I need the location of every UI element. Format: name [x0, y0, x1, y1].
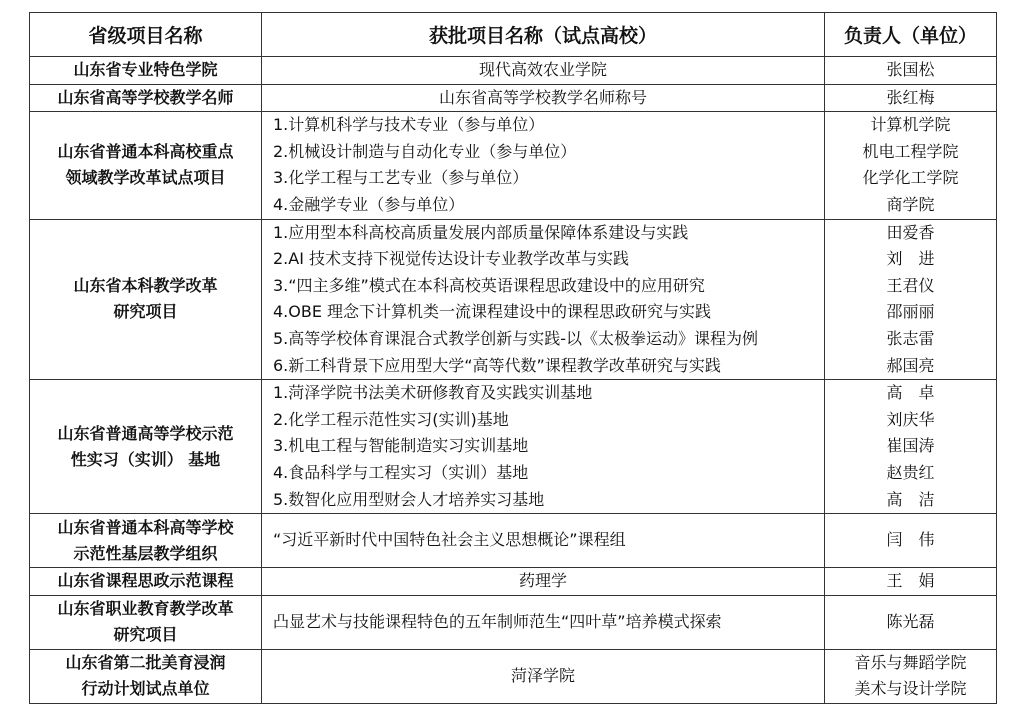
project-cell — [262, 84, 825, 112]
header-approved-project: 获批项目名称（试点高校） — [262, 13, 825, 57]
leader-item: 赵贵红 — [886, 462, 935, 482]
project-cell — [262, 57, 825, 85]
project-item: 现代高效农业学院 — [478, 60, 607, 79]
project-item: 5.数智化应用型财会人才培养实习基地 — [273, 489, 545, 509]
table-row — [30, 112, 997, 219]
project-item: 4.食品科学与工程实习（实训）基地 — [273, 462, 529, 482]
leader-item: 闫 伟 — [886, 530, 935, 550]
project-item: 1.应用型本科高校高质量发展内部质量保障体系建设与实践 — [273, 222, 689, 242]
category-cell — [30, 380, 262, 514]
leader-item: 田爱香 — [886, 222, 935, 242]
leader-item: 刘庆华 — [886, 409, 935, 429]
table-row — [30, 595, 997, 649]
category-line: 山东省普通本科高校重点 — [57, 142, 234, 162]
project-cell — [262, 649, 825, 703]
category-line: 山东省职业教育教学改革 — [57, 599, 234, 619]
category-cell — [30, 112, 262, 219]
category-cell — [30, 514, 262, 568]
leader-item: 邵丽丽 — [886, 302, 935, 322]
header-provincial-project: 省级项目名称 — [30, 13, 262, 57]
table-body — [30, 57, 997, 704]
leader-item: 高 洁 — [886, 489, 935, 509]
table-row — [30, 514, 997, 568]
leader-item: 刘 进 — [886, 249, 935, 269]
leader-item: 王君仪 — [886, 275, 935, 295]
project-item: 6.新工科背景下应用型大学“高等代数”课程教学改革研究与实践 — [273, 355, 721, 375]
leader-cell — [825, 219, 997, 380]
leader-item: 美术与设计学院 — [854, 679, 967, 699]
category-cell — [30, 568, 262, 596]
leader-cell — [825, 84, 997, 112]
table-row — [30, 57, 997, 85]
category-cell — [30, 84, 262, 112]
project-item: 1.菏泽学院书法美术研修教育及实践实训基地 — [273, 383, 593, 403]
leader-item: 崔国涛 — [886, 436, 935, 456]
category-line: 山东省专业特色学院 — [73, 60, 218, 80]
leader-item: 机电工程学院 — [862, 141, 959, 161]
header-leader: 负责人（单位） — [825, 13, 997, 57]
category-line: 山东省课程思政示范课程 — [57, 571, 234, 591]
leader-item: 计算机学院 — [870, 115, 951, 135]
table-row — [30, 649, 997, 703]
leader-item: 音乐与舞蹈学院 — [854, 652, 967, 672]
leader-cell — [825, 112, 997, 219]
category-line: 研究项目 — [113, 625, 178, 645]
project-item: 4.金融学专业（参与单位） — [273, 194, 465, 214]
category-line: 山东省普通本科高等学校 — [57, 517, 234, 537]
project-item: 3.化学工程与工艺专业（参与单位） — [273, 168, 529, 188]
project-item: 2.化学工程示范性实习(实训)基地 — [273, 409, 509, 429]
project-item: 2.机械设计制造与自动化专业（参与单位） — [273, 141, 577, 161]
project-cell — [262, 514, 825, 568]
project-cell — [262, 568, 825, 596]
category-line: 山东省普通高等学校示范 — [57, 423, 234, 443]
table-row — [30, 219, 997, 380]
category-cell — [30, 57, 262, 85]
category-line: 山东省第二批美育浸润 — [65, 653, 226, 673]
project-cell — [262, 595, 825, 649]
category-line: 行动计划试点单位 — [81, 679, 210, 699]
project-item: 3.机电工程与智能制造实习实训基地 — [273, 436, 529, 456]
project-item: 4.OBE 理念下计算机类一流课程建设中的课程思政研究与实践 — [273, 302, 712, 322]
leader-cell — [825, 595, 997, 649]
project-item: 菏泽学院 — [510, 666, 575, 686]
project-cell — [262, 112, 825, 219]
leader-item: 王 娟 — [886, 571, 935, 591]
table-row — [30, 380, 997, 514]
project-item: 药理学 — [518, 571, 567, 591]
table-row — [30, 568, 997, 596]
leader-item: 张志雷 — [886, 328, 935, 348]
category-cell — [30, 595, 262, 649]
leader-item: 张红梅 — [886, 87, 935, 107]
category-line: 山东省本科教学改革 — [73, 276, 218, 296]
project-item: 凸显艺术与技能课程特色的五年制师范生“四叶草”培养模式探索 — [273, 611, 722, 631]
project-item: 3.“四主多维”模式在本科高校英语课程思政建设中的应用研究 — [273, 275, 705, 295]
leader-item: 高 卓 — [886, 383, 935, 403]
leader-cell — [825, 57, 997, 85]
projects-table — [29, 12, 997, 704]
leader-cell — [825, 568, 997, 596]
table-row — [30, 84, 997, 112]
leader-item: 郝国亮 — [886, 355, 935, 375]
project-item: “习近平新时代中国特色社会主义思想概论”课程组 — [273, 530, 626, 550]
leader-item: 张国松 — [886, 60, 935, 79]
leader-item: 化学化工学院 — [862, 168, 959, 188]
leader-item: 陈光磊 — [886, 611, 935, 631]
category-line: 领域教学改革试点项目 — [65, 168, 226, 188]
project-item: 5.高等学校体育课混合式教学创新与实践-以《太极拳运动》课程为例 — [273, 328, 759, 348]
category-cell — [30, 219, 262, 380]
project-item: 2.AI 技术支持下视觉传达设计专业教学改革与实践 — [273, 249, 630, 269]
leader-cell — [825, 649, 997, 703]
category-line: 示范性基层教学组织 — [73, 543, 218, 563]
leader-cell — [825, 514, 997, 568]
leader-cell — [825, 380, 997, 514]
project-cell — [262, 380, 825, 514]
leader-item: 商学院 — [886, 194, 935, 214]
category-cell — [30, 649, 262, 703]
table-header-row — [30, 13, 997, 57]
project-item: 1.计算机科学与技术专业（参与单位） — [273, 115, 545, 135]
project-cell — [262, 219, 825, 380]
category-line: 山东省高等学校教学名师 — [57, 87, 234, 107]
category-line: 性实习（实训） 基地 — [70, 449, 221, 469]
project-item: 山东省高等学校教学名师称号 — [438, 87, 647, 107]
category-line: 研究项目 — [113, 302, 178, 322]
